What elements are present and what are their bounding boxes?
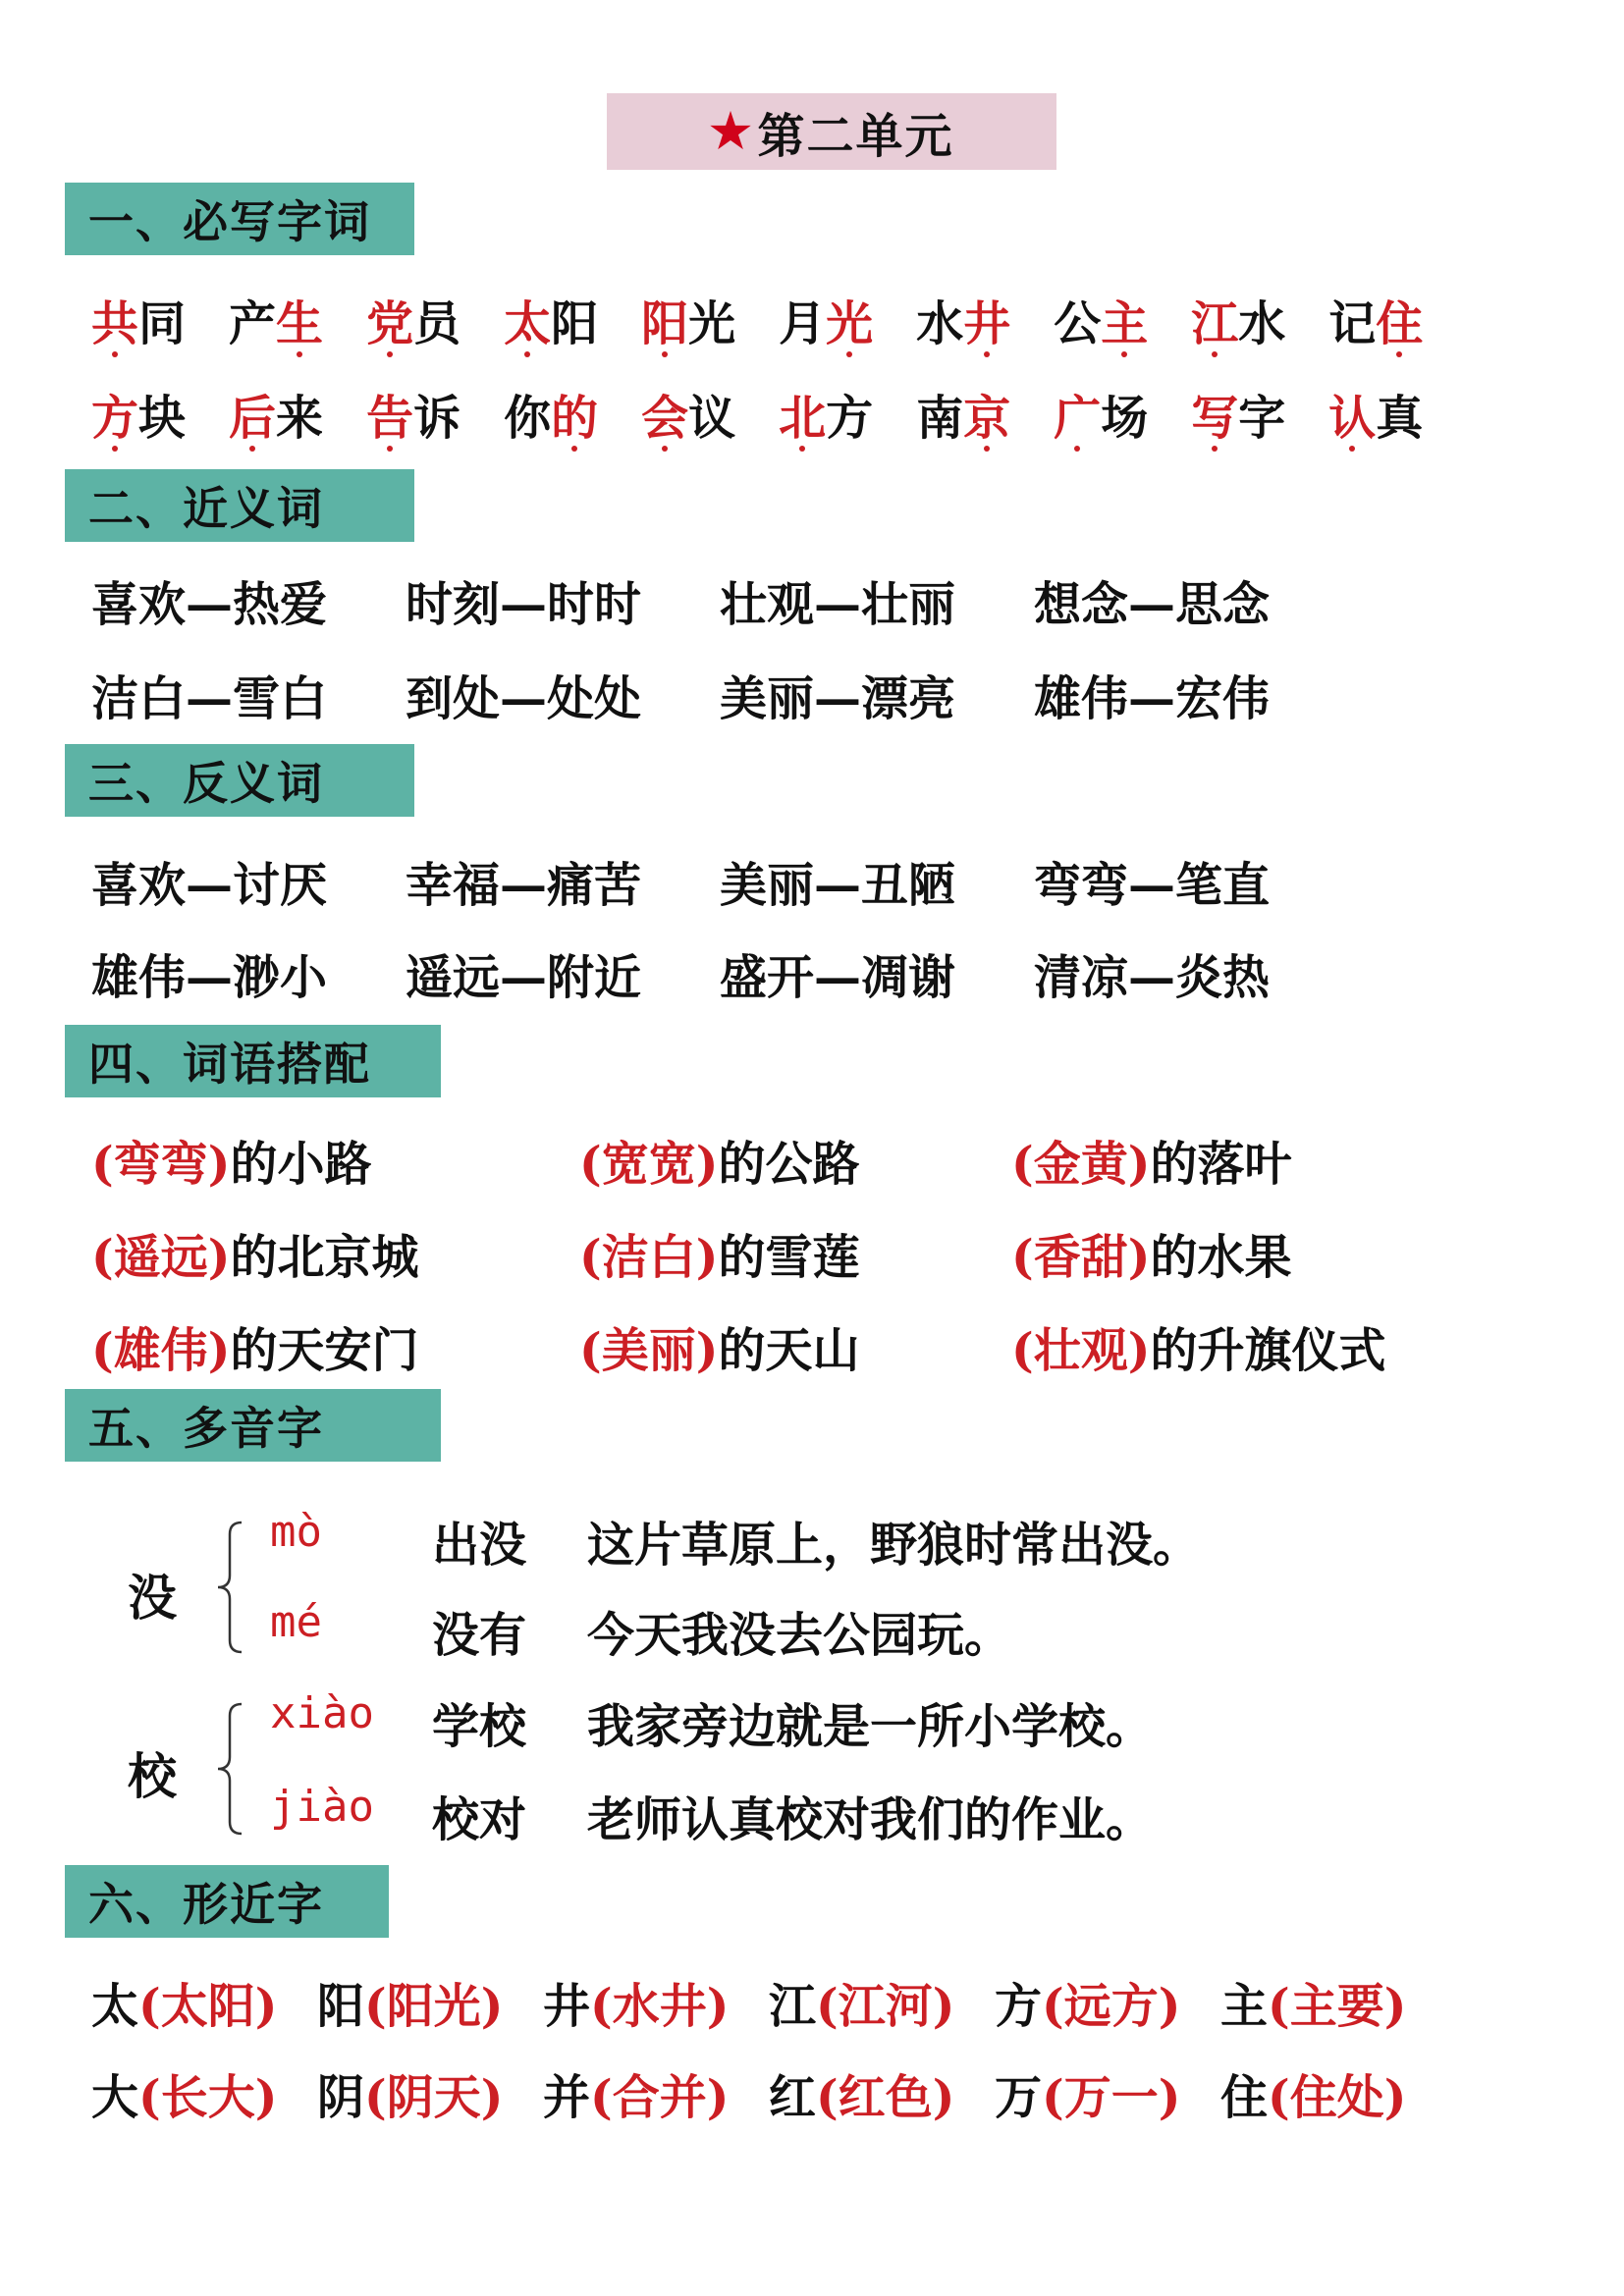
- similar-item: 井(水井): [543, 1979, 730, 2034]
- synonyms-row-2: [91, 662, 1348, 726]
- antonym-pair: 美丽—丑陋: [720, 857, 956, 913]
- similar-row-2: [91, 2059, 1446, 2127]
- word-item: 后来: [229, 380, 323, 448]
- pinyin-label: mé: [270, 1597, 322, 1647]
- antonym-pair: 弯弯—笔直: [1034, 857, 1271, 913]
- word-item: 北方: [779, 380, 873, 448]
- word-item: 会议: [641, 380, 735, 448]
- synonym-pair: 到处—处处: [406, 670, 642, 726]
- polyphone-word: 出没: [432, 1518, 527, 1573]
- collocation-item: (雄伟) 的天安门: [91, 1322, 419, 1378]
- antonyms-row-1: [91, 848, 1348, 913]
- synonym-pair: 想念—思念: [1034, 576, 1271, 632]
- synonym-pair: 壮观—壮丽: [720, 576, 956, 632]
- words-row-2: [91, 381, 1466, 446]
- word-item: 方块: [91, 380, 186, 448]
- similar-item: 红(红色): [769, 2070, 955, 2125]
- section-header-antonyms: 三、反义词: [65, 744, 414, 817]
- antonym-pair: 盛开—凋谢: [720, 949, 956, 1005]
- word-item: 党员: [366, 286, 460, 353]
- polyphone-word: 学校: [432, 1699, 527, 1754]
- collocation-item: (弯弯) 的小路: [91, 1136, 372, 1192]
- collocation-item: (美丽) 的天山: [579, 1322, 860, 1378]
- synonym-pair: 美丽—漂亮: [720, 670, 956, 726]
- brace-icon: [212, 1700, 247, 1838]
- similar-item: 方(远方): [995, 1979, 1181, 2034]
- antonyms-row-2: [91, 940, 1348, 1005]
- word-item: 你的: [504, 380, 598, 448]
- similar-item: 大(长大): [91, 2070, 278, 2125]
- section-header-collocations: 四、词语搭配: [65, 1025, 441, 1097]
- word-item: 月光: [779, 286, 873, 353]
- pinyin-label: xiào: [270, 1688, 374, 1738]
- collocation-item: (金黄) 的落叶: [1011, 1136, 1292, 1192]
- polyphone-char: 没: [128, 1569, 177, 1627]
- collocation-item: (宽宽) 的公路: [579, 1136, 860, 1192]
- word-item: 水井: [916, 286, 1010, 353]
- similar-item: 住(住处): [1220, 2070, 1407, 2125]
- word-item: 共同: [91, 286, 186, 353]
- word-item: 认真: [1328, 380, 1423, 448]
- antonym-pair: 遥远—附近: [406, 949, 642, 1005]
- polyphone-sentence: 这片草原上，野狼时常出没。: [587, 1518, 1201, 1573]
- synonym-pair: 时刻—时时: [406, 576, 642, 632]
- similar-item: 主(主要): [1220, 1979, 1407, 2034]
- similar-item: 阳(阳光): [317, 1979, 504, 2034]
- page-title-text: 第二单元: [757, 108, 954, 164]
- word-item: 广场: [1054, 380, 1148, 448]
- word-item: 公主: [1054, 286, 1148, 353]
- antonym-pair: 清凉—炎热: [1034, 949, 1271, 1005]
- antonym-pair: 喜欢—讨厌: [91, 857, 328, 913]
- words-row-1: [91, 287, 1466, 351]
- word-item: 阳光: [641, 286, 735, 353]
- star-icon: ★: [709, 104, 754, 159]
- polyphone-sentence: 老师认真校对我们的作业。: [587, 1792, 1154, 1847]
- polyphone-word: 校对: [432, 1792, 527, 1847]
- synonym-pair: 喜欢—热爱: [91, 576, 328, 632]
- synonym-pair: 洁白—雪白: [91, 670, 328, 726]
- polyphone-sentence: 今天我没去公园玩。: [587, 1608, 1012, 1663]
- word-item: 南京: [916, 380, 1010, 448]
- pinyin-label: mò: [270, 1507, 322, 1557]
- antonym-pair: 雄伟—渺小: [91, 949, 328, 1005]
- similar-item: 万(万一): [995, 2070, 1181, 2125]
- word-item: 太阳: [504, 286, 598, 353]
- similar-item: 并(合并): [543, 2070, 730, 2125]
- polyphone-word: 没有: [432, 1608, 527, 1663]
- section-header-polyphones: 五、多音字: [65, 1389, 441, 1462]
- similar-item: 阴(阴天): [317, 2070, 504, 2125]
- collocation-item: (洁白) 的雪莲: [579, 1229, 860, 1285]
- polyphone-sentence: 我家旁边就是一所小学校。: [587, 1699, 1154, 1754]
- section-header-synonyms: 二、近义词: [65, 469, 414, 542]
- antonym-pair: 幸福—痛苦: [406, 857, 642, 913]
- section-header-required-words: 一、必写字词: [65, 183, 414, 255]
- similar-item: 江(江河): [769, 1979, 955, 2034]
- synonyms-row-1: [91, 567, 1348, 632]
- collocation-item: (遥远) 的北京城: [91, 1229, 419, 1285]
- word-item: 记住: [1328, 286, 1423, 353]
- section-header-similar-chars: 六、形近字: [65, 1865, 389, 1938]
- pinyin-label: jiào: [270, 1782, 374, 1832]
- word-item: 江水: [1191, 286, 1285, 353]
- brace-icon: [212, 1519, 247, 1656]
- word-item: 产生: [229, 286, 323, 353]
- polyphone-char: 校: [128, 1747, 177, 1805]
- synonym-pair: 雄伟—宏伟: [1034, 670, 1271, 726]
- collocation-item: (香甜) 的水果: [1011, 1229, 1292, 1285]
- word-item: 告诉: [366, 380, 460, 448]
- similar-item: 太(太阳): [91, 1979, 278, 2034]
- similar-row-1: [91, 1968, 1446, 2036]
- page-title: [607, 93, 1056, 170]
- word-item: 写字: [1191, 380, 1285, 448]
- collocation-item: (壮观) 的升旗仪式: [1011, 1322, 1386, 1378]
